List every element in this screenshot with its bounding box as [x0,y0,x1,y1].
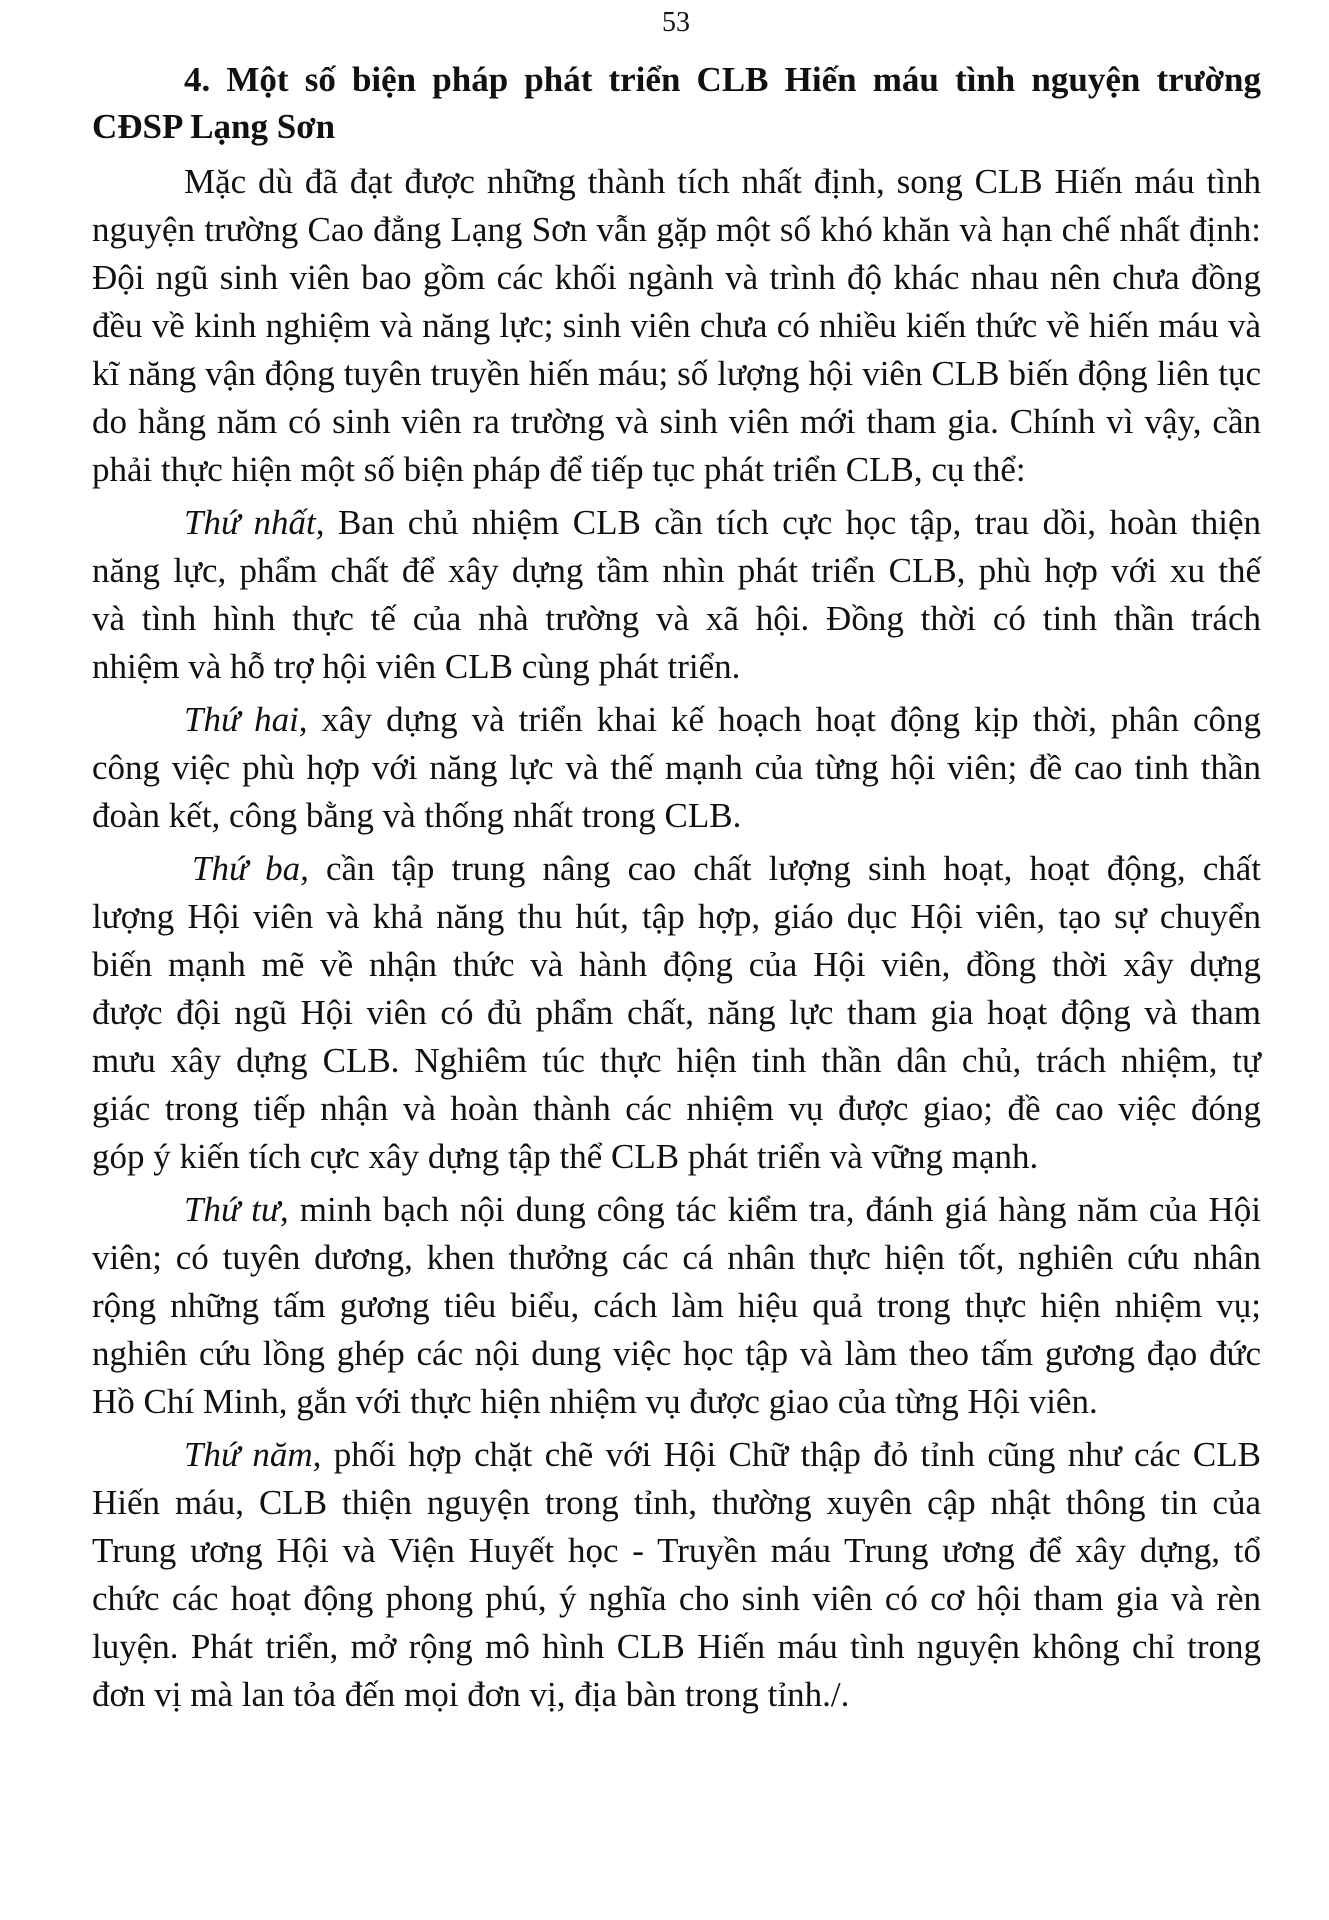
paragraph [92,696,1261,840]
text-line [92,696,1261,744]
page-number: 53 [662,7,690,38]
text-line [92,1431,1261,1479]
text-line: mưu xây dựng CLB. Nghiêm túc thực hiện tinh thần dân chủ, trách nhiệm, tự [92,1041,1261,1080]
paragraph-lead: Thứ tư, [184,1190,289,1229]
paragraph-lead: Thứ ba, [192,849,309,888]
heading-line: 4. Một số biện pháp phát triển CLB Hiến máu tình nguyện trường [184,60,1261,99]
paragraph [92,1431,1261,1719]
text-line [92,499,1261,547]
paragraph-text: xây dựng và triển khai kế hoạch hoạt động kịp thời, phân công [307,700,1261,739]
paragraph [92,158,1261,494]
page-content [92,56,1261,1719]
text-line: rộng những tấm gương tiêu biểu, cách làm hiệu quả trong thực hiện nhiệm vụ; [92,1286,1261,1325]
paragraph-lead: Thứ nhất [184,503,316,542]
paragraph-lead: Thứ năm, [184,1435,322,1474]
text-line: chức các hoạt động phong phú, ý nghĩa cho sinh viên có cơ hội tham gia và rèn [92,1579,1261,1618]
paragraph [92,845,1261,1181]
text-line: viên; có tuyên dương, khen thưởng các cá nhân thực hiện tốt, nghiên cứu nhân [92,1238,1261,1277]
paragraph-text: cần tập trung nâng cao chất lượng sinh hoạt, hoạt động, chất [308,849,1261,888]
text-line: và tình hình thực tế của nhà trường và xã hội. Đồng thời có tinh thần trách [92,599,1261,638]
body-text [92,158,1261,1719]
paragraph-lead: Thứ hai, [184,700,308,739]
text-line: giác trong tiếp nhận và hoàn thành các nhiệm vụ được giao; đề cao việc đóng [92,1089,1261,1128]
text-line: nghiên cứu lồng ghép các nội dung việc học tập và làm theo tấm gương đạo đức [92,1334,1261,1373]
text-line: lượng Hội viên và khả năng thu hút, tập hợp, giáo dục Hội viên, tạo sự chuyển [92,897,1261,936]
text-line: Hồ Chí Minh, gắn với thực hiện nhiệm vụ được giao của từng Hội viên. [92,1382,1098,1421]
paragraph-text: phối hợp chặt chẽ với Hội Chữ thập đỏ tỉnh cũng như các CLB [321,1435,1261,1474]
text-line: luyện. Phát triển, mở rộng mô hình CLB Hiến máu tình nguyện không chỉ trong [92,1627,1261,1666]
text-line: được đội ngũ Hội viên có đủ phẩm chất, năng lực tham gia hoạt động và tham [92,993,1261,1032]
text-line: biến mạnh mẽ về nhận thức và hành động của Hội viên, đồng thời xây dựng [92,945,1261,984]
text-line: Hiến máu, CLB thiện nguyện trong tỉnh, thường xuyên cập nhật thông tin của [92,1483,1261,1522]
text-line [92,845,1261,893]
text-line: Đội ngũ sinh viên bao gồm các khối ngành và trình độ khác nhau nên chưa đồng [92,258,1261,297]
text-line: đều về kinh nghiệm và năng lực; sinh viên chưa có nhiều kiến thức về hiến máu và [92,306,1261,345]
text-line: kĩ năng vận động tuyên truyền hiến máu; số lượng hội viên CLB biến động liên tục [92,354,1261,393]
paragraph-text: minh bạch nội dung công tác kiểm tra, đánh giá hàng năm của Hội [288,1190,1261,1229]
paragraph [92,1186,1261,1426]
text-line: phải thực hiện một số biện pháp để tiếp tục phát triển CLB, cụ thể: [92,450,1026,489]
text-line: nguyện trường Cao đẳng Lạng Sơn vẫn gặp một số khó khăn và hạn chế nhất định: [92,210,1261,249]
text-line: Trung ương Hội và Viện Huyết học - Truyền máu Trung ương để xây dựng, tổ [92,1531,1261,1570]
text-line: nhiệm và hỗ trợ hội viên CLB cùng phát triển. [92,647,741,686]
text-line: đoàn kết, công bằng và thống nhất trong CLB. [92,796,742,835]
heading-line: CĐSP Lạng Sơn [92,107,336,146]
paragraph-text: , Ban chủ nhiệm CLB cần tích cực học tập, trau dồi, hoàn thiện [315,503,1261,542]
section-heading [92,56,1261,150]
text-line: do hằng năm có sinh viên ra trường và sinh viên mới tham gia. Chính vì vậy, cần [92,402,1261,441]
paragraph [92,499,1261,691]
text-line: Mặc dù đã đạt được những thành tích nhất định, song CLB Hiến máu tình [184,162,1261,201]
text-line: năng lực, phẩm chất để xây dựng tầm nhìn phát triển CLB, phù hợp với xu thế [92,551,1261,590]
text-line: đơn vị mà lan tỏa đến mọi đơn vị, địa bàn trong tỉnh./. [92,1675,850,1714]
text-line [92,1186,1261,1234]
text-line: công việc phù hợp với năng lực và thế mạnh của từng hội viên; đề cao tinh thần [92,748,1261,787]
text-line: góp ý kiến tích cực xây dựng tập thể CLB phát triển và vững mạnh. [92,1137,1039,1176]
